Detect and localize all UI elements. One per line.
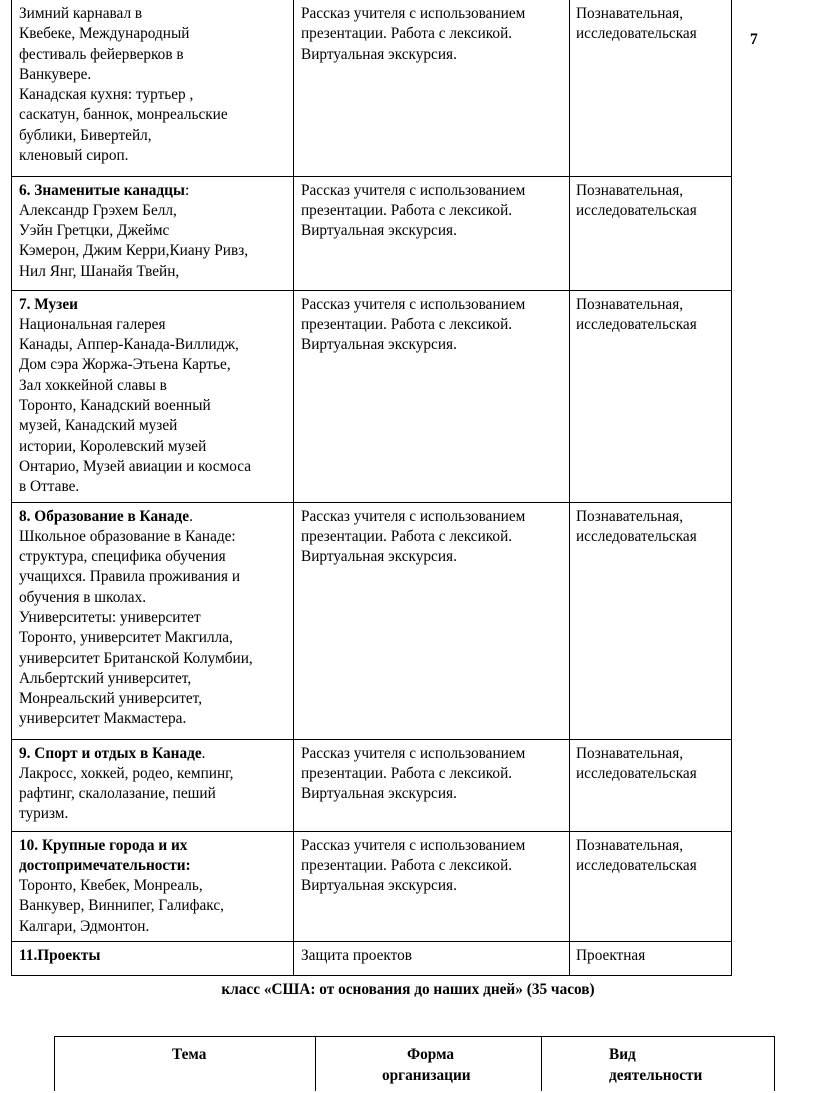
topic-line: Дом сэра Жоржа-Этьена Картье, <box>19 356 231 374</box>
table-row <box>12 0 732 176</box>
topic-line: Университеты: университет <box>19 608 201 626</box>
topic-cell <box>12 0 294 176</box>
activity-line: исследовательская <box>576 315 697 333</box>
form-line: Рассказ учителя с использованием <box>301 295 526 313</box>
form-line: Виртуальная экскурсия. <box>301 548 457 566</box>
activity-line: Познавательная, <box>576 744 684 762</box>
topic-line: Онтарио, Музей авиации и космоса <box>19 457 252 475</box>
topic-line: учащихся. Правила проживания и <box>19 568 241 586</box>
topic-title: 8. Образование в Канаде <box>19 507 190 525</box>
topic-line: Зал хоккейной славы в <box>19 376 167 394</box>
topic-title: 7. Музеи <box>19 295 78 313</box>
form-line: презентации. Работа с лексикой. <box>301 527 513 545</box>
topic-line: университет Макмастера. <box>19 710 187 728</box>
topic-heading <box>19 836 286 856</box>
topic-line: Торонто, Квебек, Монреаль, <box>19 877 203 895</box>
topic-line: Нил Янг, Шанайя Твейн, <box>19 262 180 280</box>
activity-line: исследовательская <box>576 856 697 874</box>
form-cell <box>294 831 570 941</box>
table-row <box>12 176 732 290</box>
page-number: 7 <box>750 31 758 48</box>
form-line: Виртуальная экскурсия. <box>301 222 457 240</box>
activity-cell <box>570 831 732 941</box>
activity-line: Познавательная, <box>576 836 684 854</box>
topic-line: обучения в школах. <box>19 588 147 606</box>
form-cell <box>294 739 570 831</box>
header-form-label: Форма <box>407 1046 455 1063</box>
topic-line: Лакросс, хоккей, родео, кемпинг, <box>19 764 234 782</box>
activity-cell <box>570 290 732 502</box>
topic-title: 10. Крупные города и их <box>19 836 188 854</box>
topic-line: Школьное образование в Канаде: <box>19 527 236 545</box>
usa-course-table <box>54 1036 775 1091</box>
activity-line: исследовательская <box>576 527 697 545</box>
topic-cell <box>12 739 294 831</box>
table-row <box>12 831 732 941</box>
activity-cell <box>570 739 732 831</box>
topic-line: Торонто, университет Макгилла, <box>19 629 233 647</box>
header-activity <box>542 1037 775 1092</box>
topic-line: Зимний карнавал в <box>19 5 143 22</box>
topic-line: Торонто, Канадский военный <box>19 396 211 414</box>
form-cell <box>294 941 570 975</box>
curriculum-table <box>11 0 732 976</box>
topic-line: музей, Канадский музей <box>19 417 178 435</box>
table-row <box>12 502 732 739</box>
topic-title-suffix: . <box>201 744 206 762</box>
topic-title: 9. Спорт и отдых в Канаде <box>19 744 202 762</box>
topic-line: Альбертский университет, <box>19 669 192 687</box>
header-activity-label: Вид <box>609 1046 636 1063</box>
activity-line: Познавательная, <box>576 5 684 22</box>
form-cell <box>294 502 570 739</box>
form-cell <box>294 0 570 176</box>
topic-line: Александр Грэхем Белл, <box>19 201 177 219</box>
topic-line: кленовый сироп. <box>19 147 129 165</box>
topic-title-line2: достопримечательности: <box>19 856 191 874</box>
topic-line: Уэйн Гретцки, Джеймс <box>19 222 170 240</box>
activity-line: Проектная <box>576 946 646 964</box>
topic-heading <box>19 507 286 527</box>
activity-cell <box>570 0 732 176</box>
topic-title: 6. Знаменитые канадцы <box>19 181 185 199</box>
topic-line: Монреальский университет, <box>19 690 203 708</box>
topic-line: Кэмерон, Джим Керри,Киану Ривз, <box>19 242 249 260</box>
form-line: Виртуальная экскурсия. <box>301 785 457 803</box>
topic-cell <box>12 290 294 502</box>
topic-line: университет Британской Колумбии, <box>19 649 253 667</box>
topic-heading <box>19 744 286 764</box>
topic-cell <box>12 941 294 975</box>
topic-line: истории, Королевский музей <box>19 437 207 455</box>
topic-line: Ванкувере. <box>19 65 92 83</box>
activity-line: исследовательская <box>576 764 697 782</box>
topic-heading-line2 <box>19 856 286 876</box>
topic-line: Канадская кухня: туртьер , <box>19 86 194 104</box>
topic-line: структура, специфика обучения <box>19 548 226 566</box>
topic-heading <box>19 181 286 201</box>
header-activity-label: деятельности <box>609 1066 703 1084</box>
topic-cell <box>12 831 294 941</box>
topic-cell <box>12 176 294 290</box>
topic-line: Национальная галерея <box>19 315 166 333</box>
table-row <box>12 941 732 975</box>
form-line: презентации. Работа с лексикой. <box>301 315 513 333</box>
form-line: Рассказ учителя с использованием <box>301 507 526 525</box>
form-line: Рассказ учителя с использованием <box>301 5 526 22</box>
topic-line: в Оттаве. <box>19 478 80 496</box>
topic-title-suffix: . <box>189 507 193 525</box>
topic-line: Ванкувер, Виннипег, Галифакс, <box>19 897 224 915</box>
header-form-label: организации <box>382 1066 471 1084</box>
topic-line: рафтинг, скалолазание, пеший <box>19 785 216 803</box>
form-line: презентации. Работа с лексикой. <box>301 856 513 874</box>
form-line: презентации. Работа с лексикой. <box>301 25 513 43</box>
topic-heading <box>19 946 286 966</box>
header-topic <box>55 1037 316 1092</box>
activity-cell <box>570 176 732 290</box>
table-row <box>12 739 732 831</box>
header-row <box>55 1037 775 1092</box>
table-row <box>12 290 732 502</box>
form-line: презентации. Работа с лексикой. <box>301 201 513 219</box>
topic-line: туризм. <box>19 805 69 823</box>
topic-cell <box>12 502 294 739</box>
topic-line: Канады, Аппер-Канада-Виллидж, <box>19 336 239 354</box>
topic-title: 11.Проекты <box>19 946 101 964</box>
form-line: Виртуальная экскурсия. <box>301 336 457 354</box>
header-topic-label: Тема <box>172 1046 207 1063</box>
topic-heading <box>19 295 286 315</box>
form-line: презентации. Работа с лексикой. <box>301 764 513 782</box>
section-subtitle: класс «США: от основания до наших дней» (35 часов) <box>221 981 595 998</box>
activity-line: Познавательная, <box>576 181 684 199</box>
form-line: Рассказ учителя с использованием <box>301 181 526 199</box>
activity-line: Познавательная, <box>576 507 684 525</box>
form-line: Защита проектов <box>301 946 412 964</box>
activity-line: исследовательская <box>576 25 697 43</box>
topic-line: саскатун, баннок, монреальские <box>19 106 228 124</box>
activity-line: Познавательная, <box>576 295 684 313</box>
activity-cell <box>570 502 732 739</box>
form-line: Рассказ учителя с использованием <box>301 836 526 854</box>
topic-line: бублики, Бивертейл, <box>19 126 152 144</box>
topic-title-suffix: : <box>184 181 190 199</box>
form-line: Виртуальная экскурсия. <box>301 877 457 895</box>
form-cell <box>294 290 570 502</box>
form-cell <box>294 176 570 290</box>
activity-cell <box>570 941 732 975</box>
topic-line: фестиваль фейерверков в <box>19 45 184 63</box>
topic-line: Калгари, Эдмонтон. <box>19 917 150 935</box>
form-line: Рассказ учителя с использованием <box>301 744 526 762</box>
topic-line: Квебеке, Международный <box>19 25 190 43</box>
header-form <box>316 1037 542 1092</box>
activity-line: исследовательская <box>576 201 697 219</box>
form-line: Виртуальная экскурсия. <box>301 45 457 63</box>
